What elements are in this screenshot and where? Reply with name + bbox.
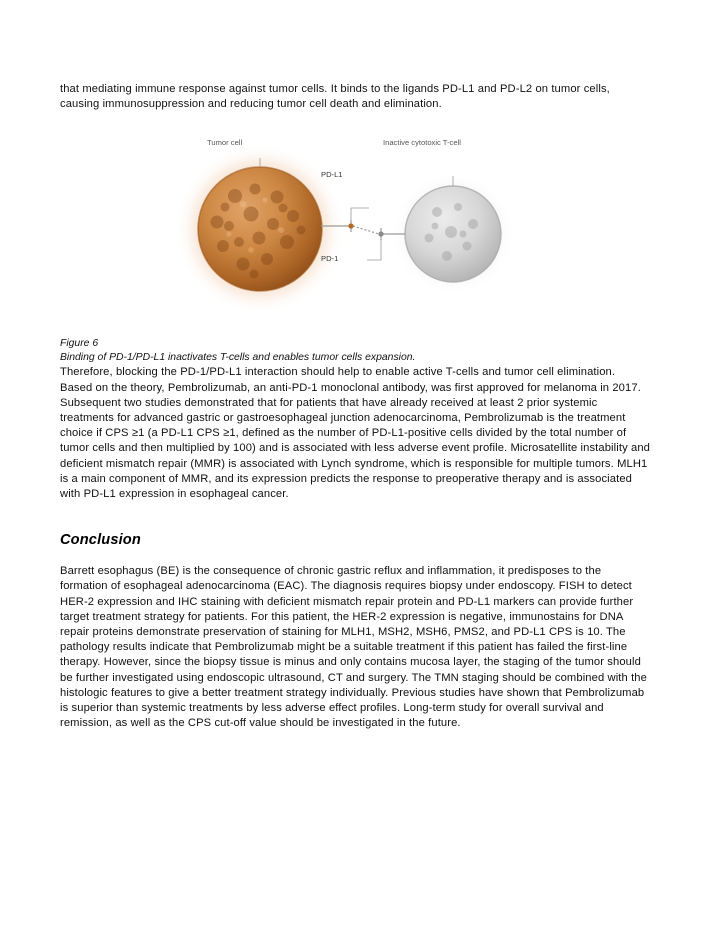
figure-label-t-cell: Inactive cytotoxic T-cell <box>383 138 461 148</box>
paragraph-intro: that mediating immune response against tumor cells. It binds to the ligands PD-L1 and PD-L2 on tumor cells, causing immunosuppression and reducing tumor cell death and elimination. <box>60 83 610 111</box>
figure-caption <box>60 337 650 365</box>
heading-conclusion: Conclusion <box>60 532 141 549</box>
figure-caption-text: Binding of PD-1/PD-L1 inactivates T-cells and enables tumor cells expansion. <box>60 352 416 364</box>
figure-number: Figure 6 <box>60 338 99 350</box>
figure-6 <box>60 134 650 319</box>
figure-canvas <box>155 134 555 319</box>
figure-label-pd1: PD-1 <box>321 254 339 264</box>
figure-label-tumor-cell: Tumor cell <box>207 138 243 148</box>
paragraph-after-figure: Therefore, blocking the PD-1/PD-L1 interaction should help to enable active T-cells and tumor cell elimination. Based on the theory, Pembrolizumab, an anti-PD-1 monoclonal antibody, was first approved for melanoma in 2017. Subsequent two studies demonstrated that for patients that have already received at least 2 prior systemic treatments for advanced gastric or gastroesophageal junction adenocarcinoma, Pembrolizumab is the treatment choice if CPS ≥1 (a PD-L1 CPS ≥1, defined as the number of PD-L1-positive cells divided by the total number of tumor cells and then multiplied by 100) and is associated with less adverse event profile. Microsatellite instability and deficient mismatch repair (MMR) is associated with Lynch syndrome, which is responsible for multiple tumors. MLH1 is a main component of MMR, and its expression predicts the response to preoperative therapy and is associated with PD-L1 expression in esophageal cancer. <box>60 366 650 501</box>
paragraph-conclusion: Barrett esophagus (BE) is the consequence of chronic gastric reflux and inflammation, it predisposes to the formation of esophageal adenocarcinoma (EAC). The diagnosis requires biopsy under endoscopy. FISH to detect HER-2 expression and IHC staining with deficient mismatch repair protein and PD-L1 markers can provide further target treatment strategy for patients. For this patient, the HER-2 expression is negative, immunostains for DNA repair proteins demonstrate preservation of staining for MLH1, MSH2, MSH6, PMS2, and PD-L1 CPS is 10. The pathology results indicate that Pembrolizumab might be a suitable treatment if this patient has failed the first-line therapy. However, since the biopsy tissue is minus and only contains mucosa layer, the staging of the tumor should be further investigated using endoscopic ultrasound, CT and surgery. The TMN staging should be combined with the histologic features to give a better treatment strategy individually. Previous studies have shown that Pembrolizumab is superior than systemic treatments by less adverse effect profiles. Long-term study for overall survival and remission, as well as the CPS cut-off value should be investigated in the future. <box>60 565 647 730</box>
figure-label-pdl1: PD-L1 <box>321 170 343 180</box>
figure-illustration <box>155 134 555 319</box>
